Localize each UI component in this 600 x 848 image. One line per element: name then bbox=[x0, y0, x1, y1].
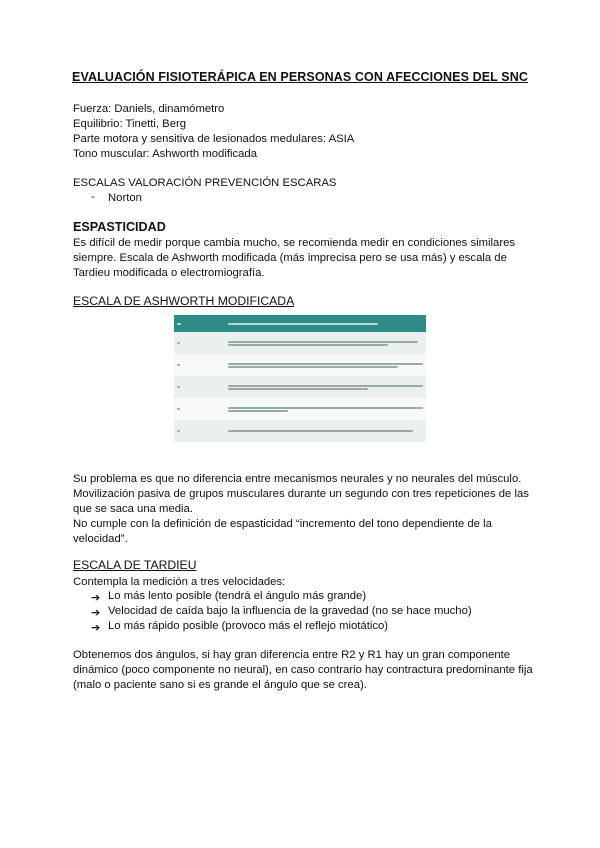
escaras-item: Norton bbox=[108, 192, 142, 204]
table-cell bbox=[174, 354, 225, 376]
table-header-row bbox=[174, 315, 426, 332]
page-title: EVALUACIÓN FISIOTERÁPICA EN PERSONAS CON AFECCIONES DEL SNC bbox=[72, 70, 528, 84]
tardieu-conclusion-line: (malo o paciente sano si es grande el ángulo que se crea). bbox=[73, 679, 367, 691]
assessment-line: Parte motora y sensitiva de lesionados medulares: ASIA bbox=[73, 133, 355, 145]
ashworth-line: No cumple con la definición de espasticidad “incremento del tono dependiente de la bbox=[73, 518, 492, 530]
table-cell bbox=[225, 398, 426, 420]
arrow-bullet-icon: ➔ bbox=[91, 607, 101, 619]
table-row bbox=[174, 398, 426, 420]
tardieu-heading: ESCALA DE TARDIEU bbox=[73, 558, 197, 572]
table-cell bbox=[174, 315, 225, 332]
arrow-bullet-icon: ➔ bbox=[91, 622, 101, 634]
ashworth-table-image bbox=[174, 315, 426, 442]
escaras-heading: ESCALAS VALORACIÓN PREVENCIÓN ESCARAS bbox=[73, 177, 337, 189]
table-cell bbox=[225, 420, 426, 442]
table-cell bbox=[174, 398, 225, 420]
ashworth-line: Movilización pasiva de grupos musculares durante un segundo con tres repeticiones de las bbox=[73, 488, 529, 500]
espasticidad-heading: ESPASTICIDAD bbox=[73, 220, 166, 234]
table-row bbox=[174, 420, 426, 442]
table-cell bbox=[225, 315, 426, 332]
table-row bbox=[174, 354, 426, 376]
espasticidad-line: Es difícil de medir porque cambia mucho, se recomienda medir en condiciones similares bbox=[73, 237, 516, 249]
espasticidad-line: Tardieu modificada o electromiografía. bbox=[73, 267, 265, 279]
tardieu-conclusion-line: Obtenemos dos ángulos, si hay gran diferencia entre R2 y R1 hay un gran componente bbox=[73, 649, 511, 661]
table-cell bbox=[225, 354, 426, 376]
table-row bbox=[174, 376, 426, 398]
assessment-line: Tono muscular: Ashworth modificada bbox=[73, 148, 257, 160]
table-cell bbox=[174, 420, 225, 442]
table-cell bbox=[225, 376, 426, 398]
ashworth-line: velocidad”. bbox=[73, 533, 128, 545]
dash-bullet: - bbox=[91, 191, 95, 203]
ashworth-heading: ESCALA DE ASHWORTH MODIFICADA bbox=[73, 294, 295, 308]
tardieu-item: Lo más rápido posible (provoco más el reflejo miotático) bbox=[108, 620, 389, 632]
ashworth-line: Su problema es que no diferencia entre mecanismos neurales y no neurales del músculo. bbox=[73, 473, 522, 485]
table-cell bbox=[174, 376, 225, 398]
tardieu-conclusion-line: dinámico (poco componente no neural), en caso contrario hay contractura predominante fija bbox=[73, 664, 533, 676]
table-cell bbox=[174, 332, 225, 354]
espasticidad-line: siempre. Escala de Ashworth modificada (más imprecisa pero se usa más) y escala de bbox=[73, 252, 507, 264]
table-row bbox=[174, 332, 426, 354]
table-cell bbox=[225, 332, 426, 354]
tardieu-intro: Contempla la medición a tres velocidades: bbox=[73, 576, 286, 588]
assessment-line: Fuerza: Daniels, dinamómetro bbox=[73, 103, 225, 115]
tardieu-item: Lo más lento posible (tendrá el ángulo más grande) bbox=[108, 590, 367, 602]
tardieu-item: Velocidad de caída bajo la influencia de la gravedad (no se hace mucho) bbox=[108, 605, 472, 617]
arrow-bullet-icon: ➔ bbox=[91, 592, 101, 604]
ashworth-line: que se saca una media. bbox=[73, 503, 193, 515]
assessment-line: Equilibrio: Tinetti, Berg bbox=[73, 118, 187, 130]
